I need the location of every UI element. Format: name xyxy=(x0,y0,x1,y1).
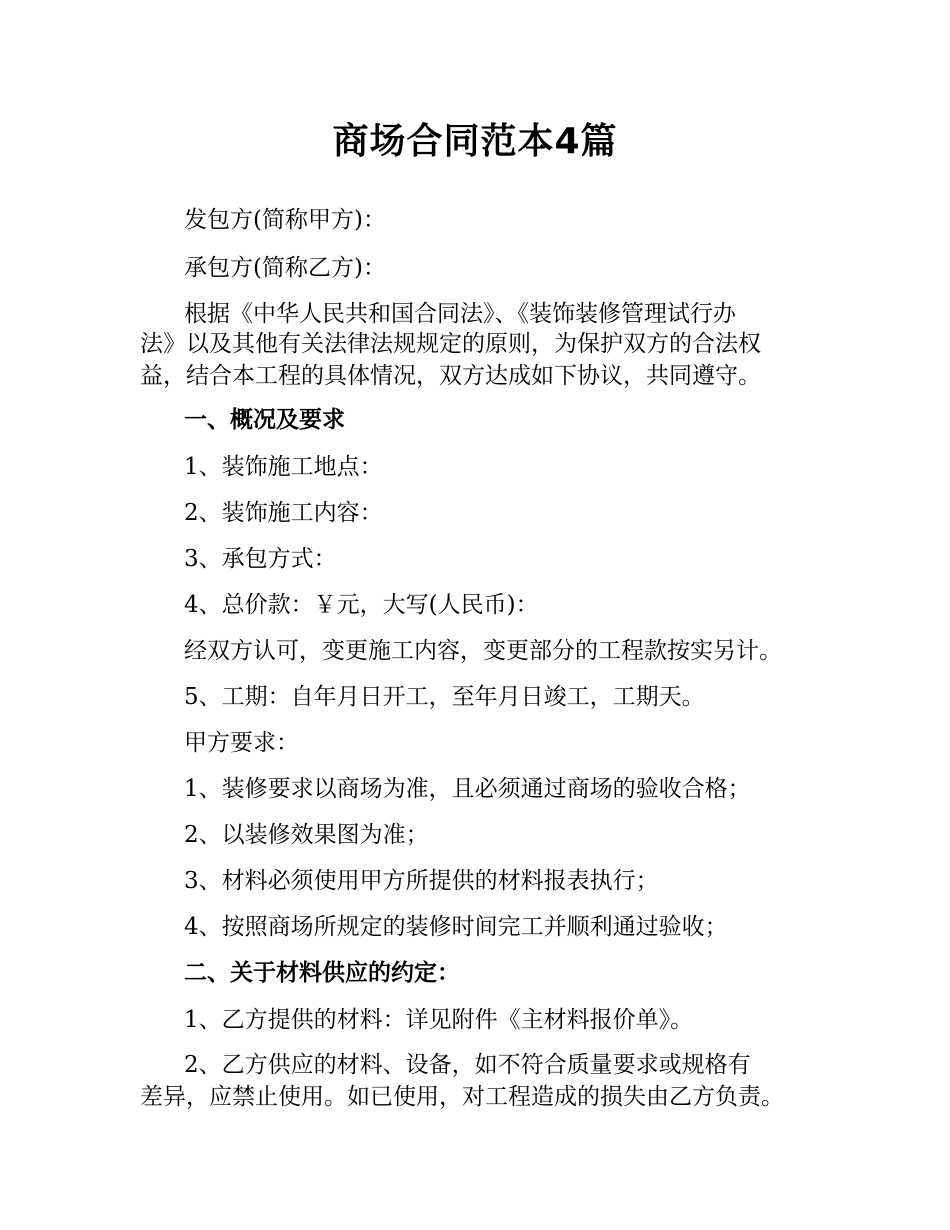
list-item: 5、工期：自年月日开工，至年月日竣工，工期天。 xyxy=(184,684,705,710)
party-b-line: 承包方(简称乙方)： xyxy=(184,255,386,281)
subheading: 甲方要求： xyxy=(184,730,299,756)
list-item: 4、按照商场所规定的装修时间完工并顺利通过验收； xyxy=(184,914,728,940)
list-item: 3、材料必须使用甲方所提供的材料报表执行； xyxy=(184,868,659,894)
preamble-line-1: 根据《中华人民共和国合同法》、《装饰装修管理试行办 xyxy=(184,301,736,327)
list-item: 1、乙方提供的材料：详见附件《主材料报价单》。 xyxy=(184,1007,694,1033)
paragraph-line: 经双方认可，变更施工内容，变更部分的工程款按实另计。 xyxy=(184,638,782,664)
preamble-line-3: 益，结合本工程的具体情况，双方达成如下协议，共同遵守。 xyxy=(140,363,761,389)
list-item: 2、装饰施工内容： xyxy=(184,500,383,526)
list-item: 1、装饰施工地点： xyxy=(184,454,383,480)
list-item: 2、以装修效果图为准； xyxy=(184,822,429,848)
list-item: 1、装修要求以商场为准，且必须通过商场的验收合格； xyxy=(184,776,751,802)
document-title: 商场合同范本4篇 xyxy=(332,121,618,162)
party-a-line: 发包方(简称甲方)： xyxy=(184,207,386,233)
list-item: 3、承包方式： xyxy=(184,546,337,572)
paragraph-line-1: 2、乙方供应的材料、设备，如不符合质量要求或规格有 xyxy=(184,1052,751,1078)
section-heading-1: 一、概况及要求 xyxy=(184,407,345,433)
preamble-line-2: 法》以及其他有关法律法规规定的原则，为保护双方的合法权 xyxy=(140,331,761,357)
section-heading-2: 二、关于材料供应的约定： xyxy=(184,960,460,986)
paragraph-line-2: 差异，应禁止使用。如已使用，对工程造成的损失由乙方负责。 xyxy=(140,1084,784,1110)
list-item: 4、总价款：￥元，大写(人民币)： xyxy=(184,592,539,618)
